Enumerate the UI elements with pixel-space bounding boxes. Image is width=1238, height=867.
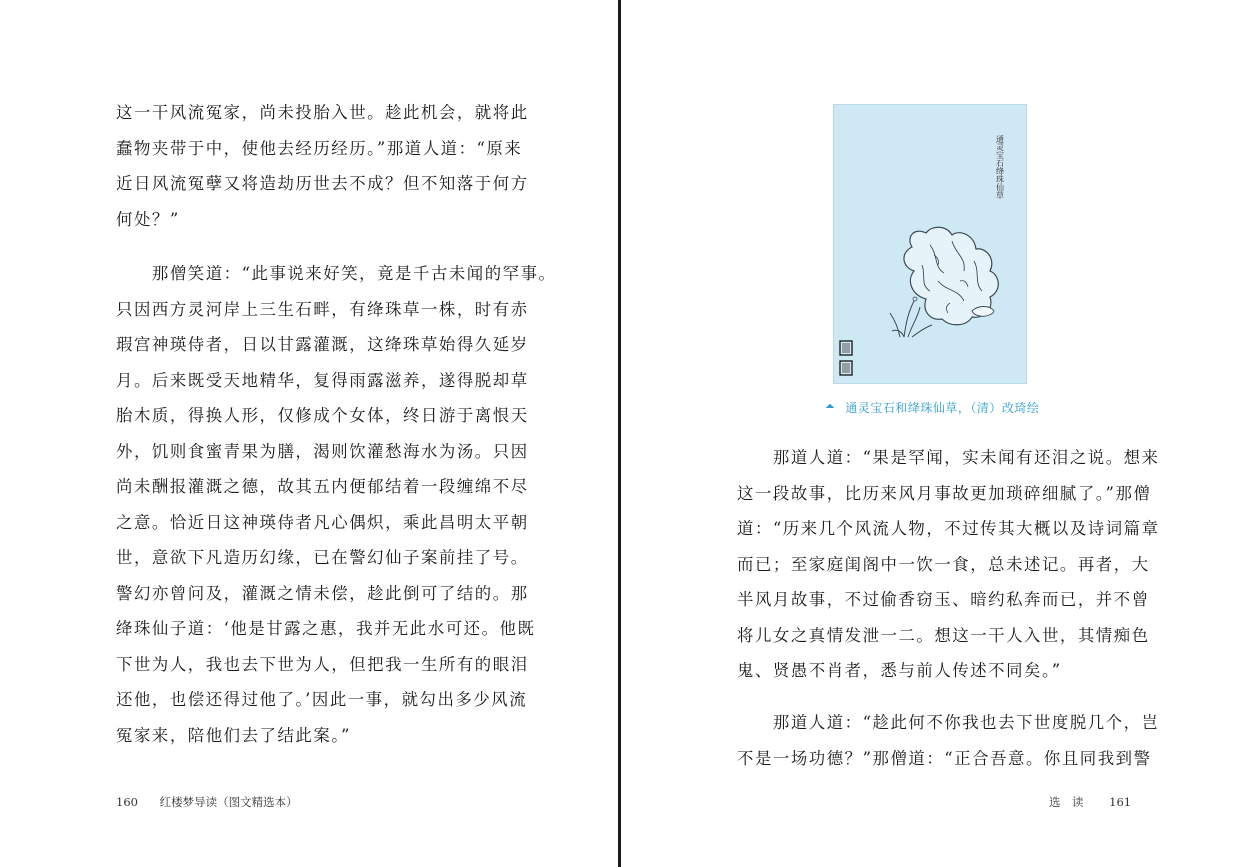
text-line: 还他，也偿还得过他了。’因此一事，就勾出多少风流 (116, 690, 528, 709)
text-line: 近日风流冤孽又将造劫历世去不成？但不知落于何方 (116, 174, 529, 193)
text-line: 外，饥则食蜜青果为膳，渴则饮灌愁海水为汤。只因 (116, 441, 529, 461)
text-line: 蠢物夹带于中，使他去经历经历。”那道人道：“原来 (116, 138, 523, 158)
left-paragraph-2 (116, 256, 557, 753)
text-line: 何处？” (116, 209, 180, 229)
text-line: 这一段故事，比历来风月事故更加琐碎细腻了。”那僧 (737, 483, 1152, 503)
text-line: 道：“历来几个风流人物，不过传其大概以及诗词篇章 (737, 519, 1160, 538)
text-line: 将儿女之真情发泄一二。想这一干人入世，其情痴色 (737, 625, 1150, 645)
caption-arrow-icon (826, 404, 834, 412)
text-line: 月。后来既受天地精华，复得雨露滋养，遂得脱却草 (116, 370, 529, 390)
text-line: 而已；至家庭闺阁中一饮一食，总未述记。再者，大 (737, 554, 1150, 574)
right-footer (1049, 794, 1131, 810)
text-line: 瑕宫神瑛侍者，日以甘露灌溉，这绛珠草始得久延岁 (116, 335, 529, 354)
text-line: 那道人道：“趁此何不你我也去下世度脱几个，岂 (737, 713, 1160, 732)
text-line: 世，意欲下凡造历幻缘，已在警幻仙子案前挂了号。 (116, 548, 529, 567)
illustration (833, 104, 1027, 384)
text-line: 那僧笑道：“此事说来好笑，竟是千古未闻的罕事。 (116, 264, 557, 283)
text-line: 不是一场功德？”那僧道：“正合吾意。你且同我到警 (737, 748, 1152, 768)
text-line: 这一干风流冤家，尚未投胎入世。趁此机会，就将此 (116, 103, 529, 122)
left-footer (116, 794, 298, 810)
page-number: 160 (116, 795, 138, 809)
text-line: 警幻亦曾问及，灌溉之情未偿，趁此倒可了结的。那 (116, 583, 529, 603)
page-number: 161 (1109, 795, 1132, 809)
figure-caption (827, 399, 1039, 416)
left-page (0, 0, 618, 867)
right-paragraph-2 (737, 705, 1160, 776)
text-line: 下世为人，我也去下世为人，但把我一生所有的眼泪 (116, 654, 529, 674)
running-title: 选 读 (1049, 795, 1084, 809)
text-line: 绛珠仙子道：‘他是甘露之惠，我并无此水可还。他既 (116, 619, 536, 638)
left-paragraph-1 (116, 95, 529, 237)
text-line: 半风月故事，不过偷香窃玉、暗约私奔而已，并不曾 (737, 590, 1150, 609)
right-paragraph-1 (737, 440, 1160, 689)
running-title: 红楼梦导读（图文精选本） (159, 795, 298, 809)
text-line: 只因西方灵河岸上三生石畔，有绛珠草一株，时有赤 (116, 299, 529, 319)
inscription (996, 134, 1005, 200)
text-line: 冤家来，陪他们去了结此案。” (116, 725, 351, 745)
text-line: 尚未酬报灌溉之德，故其五内便郁结着一段缠绵不尽 (116, 477, 529, 496)
text-line: 那道人道：“果是罕闻，实未闻有还泪之说。想来 (737, 448, 1160, 467)
right-page (621, 0, 1238, 867)
text-line: 之意。恰近日这神瑛侍者凡心偶炽，乘此昌明太平朝 (116, 512, 529, 532)
text-line: 胎木质，得换人形，仅修成个女体，终日游于离恨天 (116, 406, 529, 425)
text-line: 鬼、贤愚不肖者，悉与前人传述不同矣。” (737, 661, 1062, 680)
stone-and-grass-drawing (834, 105, 1026, 383)
caption-text: 通灵宝石和绛珠仙草，（清）改琦绘 (845, 401, 1040, 415)
inscription-text: 通灵宝石绛珠仙草 (995, 135, 1005, 199)
